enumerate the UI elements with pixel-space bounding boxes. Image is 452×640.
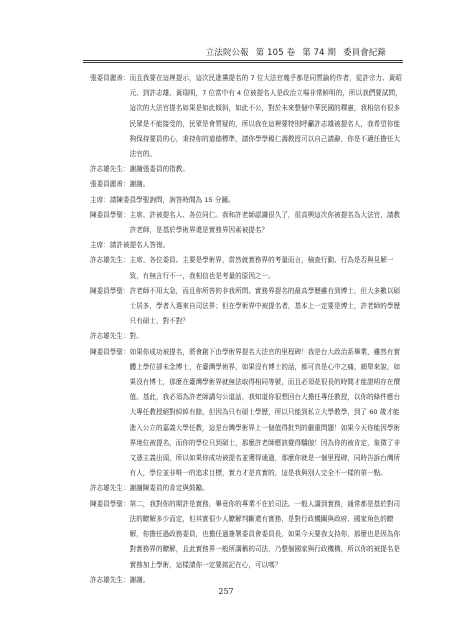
speaker-name: 陳委員學聖： [90, 347, 130, 356]
speaker-name: 陳委員學聖： [90, 286, 130, 295]
speech-text: 主席、許被提名人、各位同仁。我和許老師認識很久了，很高興這次你被提名為大法官，請教許老師，是基於學術界還是實務界因素被提名？ [129, 210, 401, 235]
speech-text: 主席、各位委員。主要是學術界，當然就實務界的考量而言，檢查行動、行為是否與見解一致，有無言行不一，我相信也是考量的原因之一。 [129, 256, 394, 280]
speaker-name: 張委員麗善： [90, 180, 130, 189]
publication-title: 立法院公報 [205, 47, 249, 57]
speech-text: 謝謝張委員的指教。 [129, 165, 189, 174]
transcript-paragraph [90, 71, 404, 162]
speaker-name: 主席： [90, 241, 110, 250]
speech-text: 對。 [129, 332, 143, 341]
speaker-name: 許志雄先生： [90, 165, 130, 174]
transcript-paragraph [90, 208, 404, 238]
transcript-paragraph [90, 497, 404, 573]
speech-text: 如果你成功被提名，將會創下由學術界提名大法官的里程碑！我是台大政治系畢業，雖然有實體上學位卻未念博士，在臺灣學術界，如果沒有博士的話，都可真是心中之痛，頗單來說，如果沒有博士，那麼在臺灣學術界就無法取得相同等號，而且必須花很長的時間才能證明存在價值。基此，我必須為許老師講句公道話，我知道你很想回台大擔任專任教授，以你的條件應台大專任教授絕對綽綽有餘，但因為只有碩士學歷，所以只能到私立大學教學，到了 60 歲才能進入公立的嘉義大學任教，這是台灣學術界上一個值得批判的嚴重問題！如果今天你能因學術界地位被提名，而你的學位只到碩士，那麼許老師應該覺得驕傲！因為你的被肯定，象徵了非文憑主義出頭，所以如果你成功被提名並獲得通過，那麼你就是一個里程碑，同時告訴台灣所有人，學位並非唯一的追求目標，實力才是真實的，這是我與別人完全不一樣的第一點。 [129, 347, 401, 478]
transcript-paragraph [90, 284, 404, 330]
transcript-paragraph [90, 238, 404, 253]
transcript-paragraph [90, 162, 404, 177]
speech-text: 請許被提名人答復。 [109, 241, 170, 250]
transcript-paragraph [90, 573, 404, 588]
page-number: 257 [218, 587, 234, 596]
transcript-paragraph [90, 253, 404, 283]
header-rule [83, 60, 403, 63]
transcript-paragraph [90, 329, 404, 344]
transcript-paragraph [90, 193, 404, 208]
transcript-paragraph [90, 481, 404, 496]
speaker-name: 陳委員學聖： [90, 499, 130, 508]
section-name: 委員會紀錄 [343, 47, 386, 57]
speaker-name: 許志雄先生： [90, 256, 130, 265]
speaker-name: 許志雄先生： [90, 332, 130, 341]
speech-text: 謝謝。 [129, 575, 150, 584]
speech-text: 而且我要在這裡提示，這次民進黨提名的 7 位大法官幾乎都是同質論的作者，從許宗力、黃昭元、到許志雄、黃瑞明，7 位當中有 4 位被提名人是政治立場非常鮮明的，所以我們要試問，這次的大法官提名如果是如此傾斜，如此不公，對於未來整個中華民國的釋憲，我相信有很多民眾是不能接受的，民眾是會質疑的，所以我在這裡要特別呼籲許志雄被提名人，我希望你能夠保持要員的心，秉持你的道德標準，請你學學楊仁壽教授可以自己請辭，你是不適任擔任大法官的。 [129, 74, 402, 159]
speaker-name: 陳委員學聖： [90, 210, 130, 219]
speaker-name: 張委員麗善： [90, 74, 130, 82]
transcript-paragraph [90, 345, 404, 482]
speech-text: 請陳委員學聖詢問，詢答時間為 15 分鐘。 [109, 195, 235, 204]
speech-text: 謝謝。 [129, 180, 150, 189]
running-header [0, 46, 386, 58]
volume-number: 第 105 卷 [255, 47, 296, 57]
transcript-paragraph [90, 177, 404, 192]
issue-number: 第 74 期 [302, 47, 337, 57]
transcript-body [90, 71, 404, 588]
speech-text: 謝謝陳委員的肯定與鼓勵。 [129, 484, 209, 493]
speech-text: 第二，我對你的期許是實務，畢竟你的專業不在於司法。一般人講到實務，通常都是基於對司法的瞭解多少而定，但其實很少人瞭解判斷還有實務，是對行政機關與政府、國家角色的瞭解，你擔任過政務委員，也擔任過簽署委員會委員長，如果今天要我支持你，那麼也是因為你對實務界的瞭解，且此實務界一般所講稱的司法，乃整個國家與行政機構，所以你的被提名是實務加上學術，這樣請你一定要銘記在心，可以嗎？ [129, 499, 401, 569]
speaker-name: 主席： [90, 195, 110, 204]
speech-text: 許老師不用太急，而且你所答的非我所問。實務界提名的最高學歷雖有到博士，但大多數以碩士居多，學者入選來自司法界；但在學術界中被提名者，基本上一定要是博士，許老師的學歷只有碩士，對不對？ [129, 286, 401, 326]
speaker-name: 許志雄先生： [90, 575, 130, 584]
speaker-name: 許志雄先生： [90, 484, 130, 493]
